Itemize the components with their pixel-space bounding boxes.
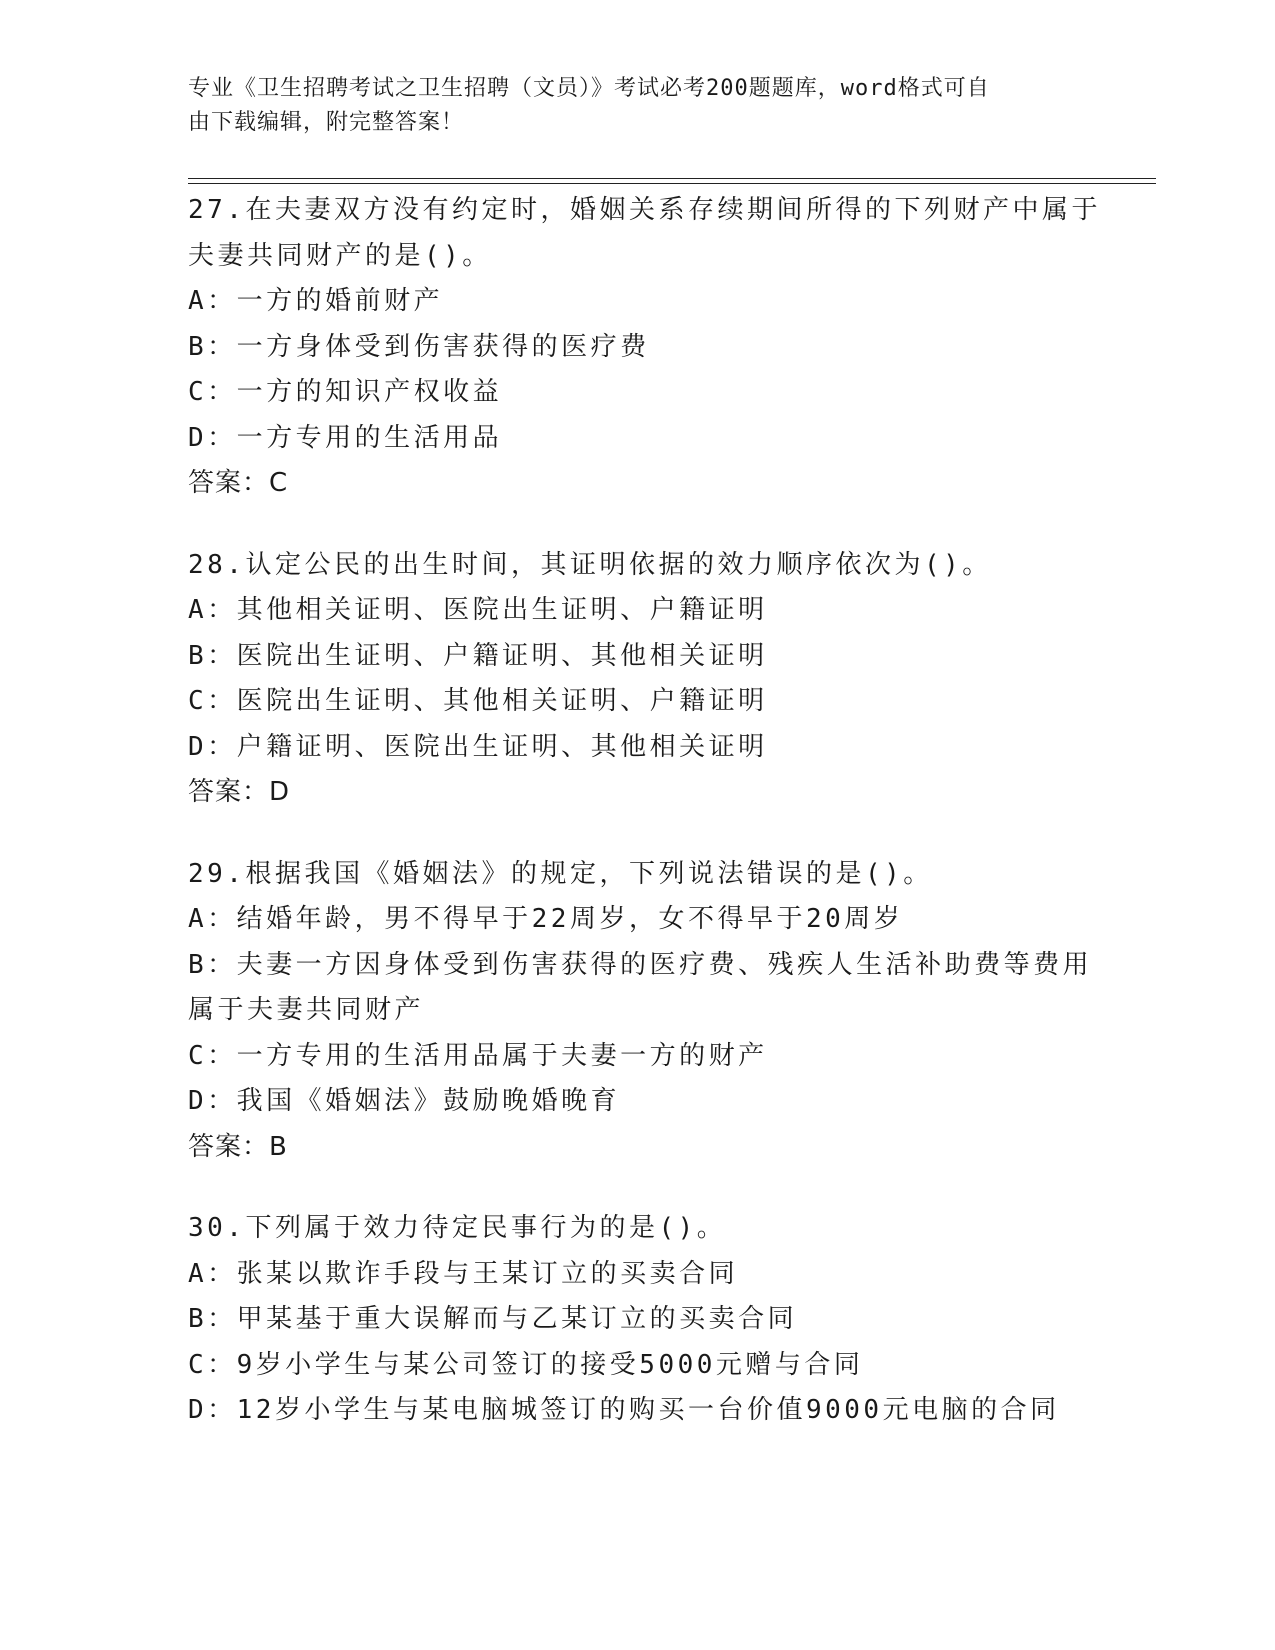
answer-text: 答案：D xyxy=(188,777,291,807)
option-c: C：一方的知识产权收益 xyxy=(188,377,503,407)
header-divider-bottom xyxy=(188,183,1156,184)
question-29 xyxy=(188,852,1093,1171)
header-divider-top xyxy=(188,178,1156,179)
option-b: B：一方身体受到伤害获得的医疗费 xyxy=(188,331,650,362)
option-b-continued: 属于夫妻共同财产 xyxy=(188,995,425,1025)
question-28 xyxy=(188,543,1088,816)
option-d: D：户籍证明、医院出生证明、其他相关证明 xyxy=(188,731,768,762)
question-30 xyxy=(188,1206,1088,1434)
option-c: C：医院出生证明、其他相关证明、户籍证明 xyxy=(188,686,768,716)
option-d: D：我国《婚姻法》鼓励晚婚晚育 xyxy=(188,1086,621,1116)
option-a: A：一方的婚前财产 xyxy=(188,286,444,316)
option-a: A：张某以欺诈手段与王某订立的买卖合同 xyxy=(188,1258,739,1289)
question-stem: 29.根据我国《婚姻法》的规定，下列说法错误的是()。 xyxy=(188,858,933,889)
question-27 xyxy=(188,188,1101,507)
question-stem: 28.认定公民的出生时间，其证明依据的效力顺序依次为()。 xyxy=(188,549,992,580)
option-b: B：甲某基于重大误解而与乙某订立的买卖合同 xyxy=(188,1304,798,1334)
header-line-1: 专业《卫生招聘考试之卫生招聘（文员）》考试必考200题题库，word格式可自 xyxy=(188,76,990,101)
answer-text: 答案：B xyxy=(188,1131,288,1162)
option-b: B：夫妻一方因身体受到伤害获得的医疗费、残疾人生活补助费等费用 xyxy=(188,949,1093,980)
option-b: B：医院出生证明、户籍证明、其他相关证明 xyxy=(188,640,768,671)
option-a: A：其他相关证明、医院出生证明、户籍证明 xyxy=(188,595,768,625)
question-stem: 27.在夫妻双方没有约定时，婚姻关系存续期间所得的下列财产中属于 xyxy=(188,195,1101,225)
option-d: D：一方专用的生活用品 xyxy=(188,422,503,453)
option-d: D：12岁小学生与某电脑城签订的购买一台价值9000元电脑的合同 xyxy=(188,1395,1060,1425)
document-header xyxy=(188,72,1068,140)
question-list xyxy=(188,188,1101,1470)
answer-text: 答案：C xyxy=(188,468,289,498)
header-line-2: 由下载编辑，附完整答案！ xyxy=(188,110,465,135)
option-c: C：9岁小学生与某公司签订的接受5000元赠与合同 xyxy=(188,1349,864,1380)
option-c: C：一方专用的生活用品属于夫妻一方的财产 xyxy=(188,1040,768,1071)
option-a: A：结婚年龄，男不得早于22周岁，女不得早于20周岁 xyxy=(188,904,904,934)
question-stem: 夫妻共同财产的是()。 xyxy=(188,240,492,271)
question-stem: 30.下列属于效力待定民事行为的是()。 xyxy=(188,1213,727,1243)
